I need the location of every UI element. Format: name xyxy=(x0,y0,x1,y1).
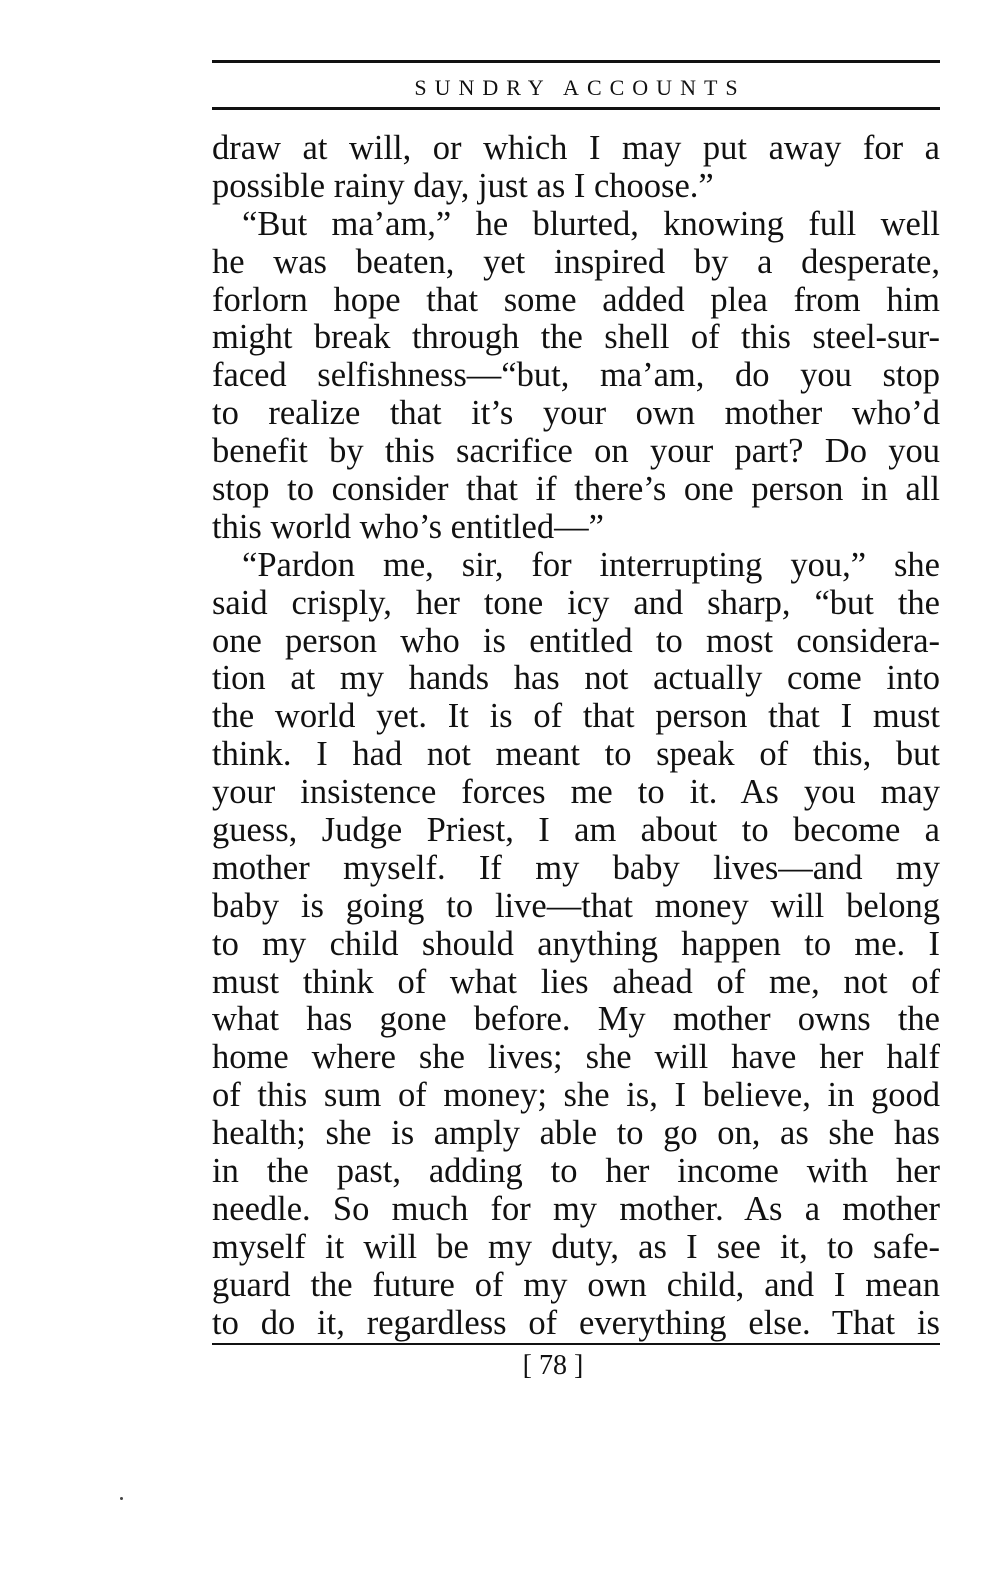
text-line: home where she lives; she will have her half xyxy=(212,1038,940,1077)
text-line: possible rainy day, just as I choose.” xyxy=(212,166,714,205)
text-line: faced selfishness—“but, ma’am, do you stop xyxy=(212,356,940,395)
text-line: baby is going to live—that money will belong xyxy=(212,886,940,925)
text-line: guess, Judge Priest, I am about to become a xyxy=(212,811,940,850)
text-line: forlorn hope that some added plea from him xyxy=(212,280,940,319)
scan-speck xyxy=(120,1497,123,1500)
text-line: to do it, regardless of everything else. That is xyxy=(212,1305,940,1345)
text-line: benefit by this sacrifice on your part? Do you xyxy=(212,432,940,471)
page-number: [ 78 ] xyxy=(522,1349,584,1381)
text-line: of this sum of money; she is, I believe, in good xyxy=(212,1076,940,1115)
text-line: to realize that it’s your own mother who’d xyxy=(212,394,940,433)
running-head: SUNDRY ACCOUNTS xyxy=(414,75,746,100)
text-line: health; she is amply able to go on, as she has xyxy=(212,1114,940,1153)
text-line: this world who’s entitled—” xyxy=(212,507,604,546)
text-line: in the past, adding to her income with her xyxy=(212,1152,940,1191)
text-line: myself it will be my duty, as I see it, to safe- xyxy=(212,1227,940,1266)
text-line: guard the future of my own child, and I mean xyxy=(212,1265,940,1304)
text-line: your insistence forces me to it. As you may xyxy=(212,773,940,812)
text-line: think. I had not meant to speak of this, but xyxy=(212,735,940,774)
paragraph-first-line: “But ma’am,” he blurted, knowing full well xyxy=(242,204,940,243)
header-rule xyxy=(212,107,940,110)
text-line: he was beaten, yet inspired by a desperate, xyxy=(212,242,940,281)
text-line: tion at my hands has not actually come into xyxy=(212,659,940,698)
text-line: said crisply, her tone icy and sharp, “but the xyxy=(212,583,940,622)
text-line: what has gone before. My mother owns the xyxy=(212,1000,940,1039)
book-page xyxy=(212,60,940,1383)
text-line: to my child should anything happen to me. I xyxy=(212,924,940,963)
text-line: one person who is entitled to most considera- xyxy=(212,621,940,660)
text-line: might break through the shell of this steel-sur- xyxy=(212,318,940,357)
body-text xyxy=(212,130,940,1345)
text-line: needle. So much for my mother. As a mother xyxy=(212,1189,940,1228)
text-line: must think of what lies ahead of me, not of xyxy=(212,962,940,1001)
text-line: stop to consider that if there’s one person in all xyxy=(212,470,940,509)
text-line: mother myself. If my baby lives—and my xyxy=(212,848,940,887)
paragraph-first-line: “Pardon me, sir, for interrupting you,” she xyxy=(242,545,940,584)
text-line: the world yet. It is of that person that I must xyxy=(212,697,940,736)
text-line: draw at will, or which I may put away for a xyxy=(212,129,940,167)
